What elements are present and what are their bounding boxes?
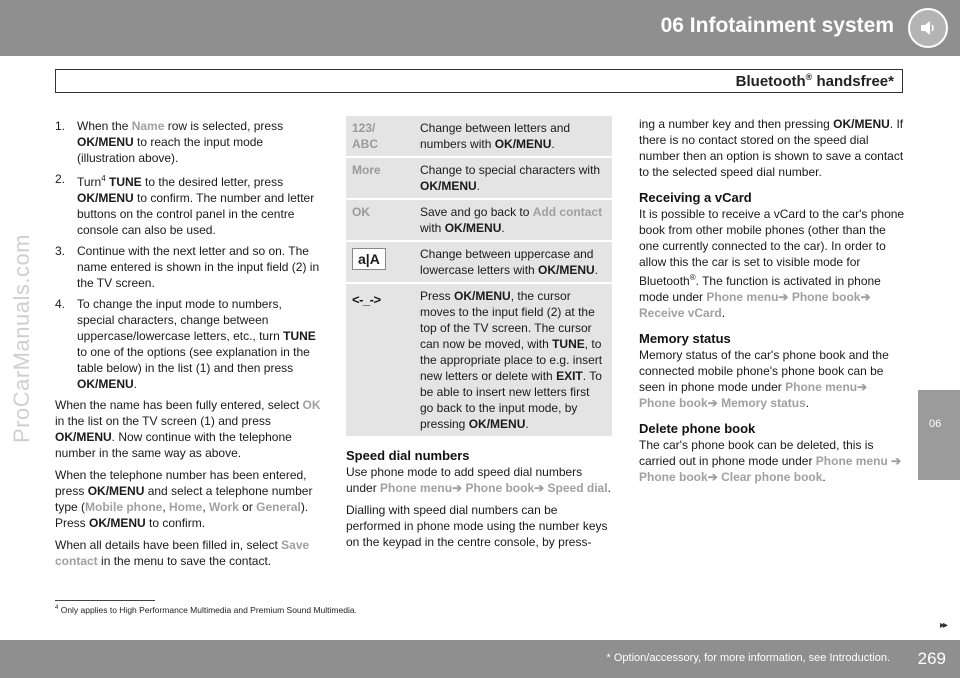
option-key: More	[346, 157, 414, 199]
list-item: 3. Continue with the next letter and so on. The name entered is shown in the input field (2) in the TV screen.	[55, 244, 320, 290]
list-item: 4. To change the input mode to numbers, special characters, change between uppercase/lowercase letters, etc., turn TUNE to one of the options (see explanation in the table below) in the list (1) and then press OK/MENU.	[55, 297, 316, 391]
chapter-header-bar	[0, 0, 960, 56]
arrow-right-icon: ➔	[891, 454, 902, 468]
list-item: 2. Turn$^4$ TUNE to the desired letter, press OK/MENU to confirm. The number and letter buttons on the control panel in the centre console can also be used.	[55, 172, 315, 237]
arrow-right-icon: ➔	[707, 396, 718, 410]
input-mode-table	[346, 116, 612, 438]
option-key	[346, 283, 414, 437]
footnote-divider	[55, 600, 155, 601]
option-key	[346, 241, 414, 283]
footer-note: * Option/accessory, for more information, see Introduction.	[606, 652, 890, 664]
paragraph: It is possible to receive a vCard to the car's phone book from other mobile phones (other than the one currently connected to the car). In order to allow this the car is set to visible mode for Bluetooth®. The function is activated in phone mode under Phone menu➔ Phone book➔ Receive vCard.	[639, 207, 905, 320]
continue-arrows-icon: ▸▸	[939, 620, 946, 631]
footer-bar	[0, 640, 960, 678]
watermark: ProCarManuals.com	[9, 233, 34, 443]
paragraph: When the telephone number has been entered, press OK/MENU and select a telephone number type (Mobile phone, Home, Work or General). Press OK/MENU to confirm.	[55, 468, 313, 530]
arrow-right-icon: ➔	[860, 290, 871, 304]
option-desc: Press OK/MENU, the cursor moves to the input field (2) at the top of the TV screen. The cursor can now be moved, with TUNE, to the appropriate place to e.g. insert new letters or delete with EXIT. To be able to insert new letters first go back to the input mode, by pressing OK/MENU.	[414, 283, 612, 437]
column-2	[346, 116, 612, 556]
option-desc: Change to special characters with OK/MENU.	[414, 157, 612, 199]
option-desc: Change between letters and numbers with OK/MENU.	[414, 116, 612, 157]
arrow-right-icon: ➔	[778, 290, 789, 304]
list-item: 1. When the Name row is selected, press OK/MENU to reach the input mode (illustration above).	[55, 119, 284, 165]
arrow-right-icon: ➔	[534, 481, 545, 495]
arrow-right-icon: ➔	[857, 380, 868, 394]
option-desc: Save and go back to Add contact with OK/MENU.	[414, 199, 612, 241]
chapter-title: 06 Infotainment system	[660, 14, 894, 37]
steps-list	[55, 118, 321, 392]
section-heading: Memory status	[639, 331, 731, 346]
column-3	[639, 116, 905, 491]
section-heading: Speed dial numbers	[346, 448, 470, 463]
column-1	[55, 118, 321, 575]
speaker-icon	[908, 8, 948, 48]
case-toggle-icon: a|A	[352, 248, 386, 270]
paragraph: When the name has been fully entered, select OK in the list on the TV screen (1) and press OK/MENU. Now continue with the telephone number in the same way as above.	[55, 398, 321, 460]
option-key: 123/ ABC	[346, 116, 414, 157]
section-header	[55, 69, 903, 93]
arrow-right-icon: ➔	[707, 470, 718, 484]
paragraph: The car's phone book can be deleted, this is carried out in phone mode under Phone menu ➔ Phone book➔ Clear phone book.	[639, 438, 902, 484]
section-title: Bluetooth® handsfree*	[735, 72, 894, 90]
paragraph: Use phone mode to add speed dial numbers under Phone menu➔ Phone book➔ Speed dial.	[346, 465, 611, 495]
page-number: 269	[917, 649, 946, 668]
table-row	[346, 157, 612, 199]
table-row	[346, 199, 612, 241]
paragraph: When all details have been filled in, select Save contact in the menu to save the contact.	[55, 538, 310, 568]
table-row	[346, 116, 612, 157]
chapter-tab-label: 06	[929, 418, 942, 430]
cursor-move-icon: <-_->	[352, 292, 381, 307]
option-desc: Change between uppercase and lowercase letters with OK/MENU.	[414, 241, 612, 283]
table-row	[346, 283, 612, 437]
section-heading: Delete phone book	[639, 421, 756, 436]
paragraph: Memory status of the car's phone book and the connected mobile phone's phone book can be seen in phone mode under Phone menu➔ Phone book➔ Memory status.	[639, 348, 889, 410]
paragraph: Dialling with speed dial numbers can be performed in phone mode using the number keys on the keypad in the centre console, by press-	[346, 503, 608, 549]
option-key: OK	[346, 199, 414, 241]
paragraph: ing a number key and then pressing OK/MENU. If there is no contact stored on the speed dial number then an option is shown to save a contact to the selected speed dial number.	[639, 117, 904, 179]
arrow-right-icon: ➔	[452, 481, 463, 495]
section-heading: Receiving a vCard	[639, 190, 752, 205]
footnote: $^4$ Only applies to High Performance Multimedia and Premium Sound Multimedia.	[55, 605, 357, 615]
chapter-tab	[918, 390, 960, 480]
table-row	[346, 241, 612, 283]
